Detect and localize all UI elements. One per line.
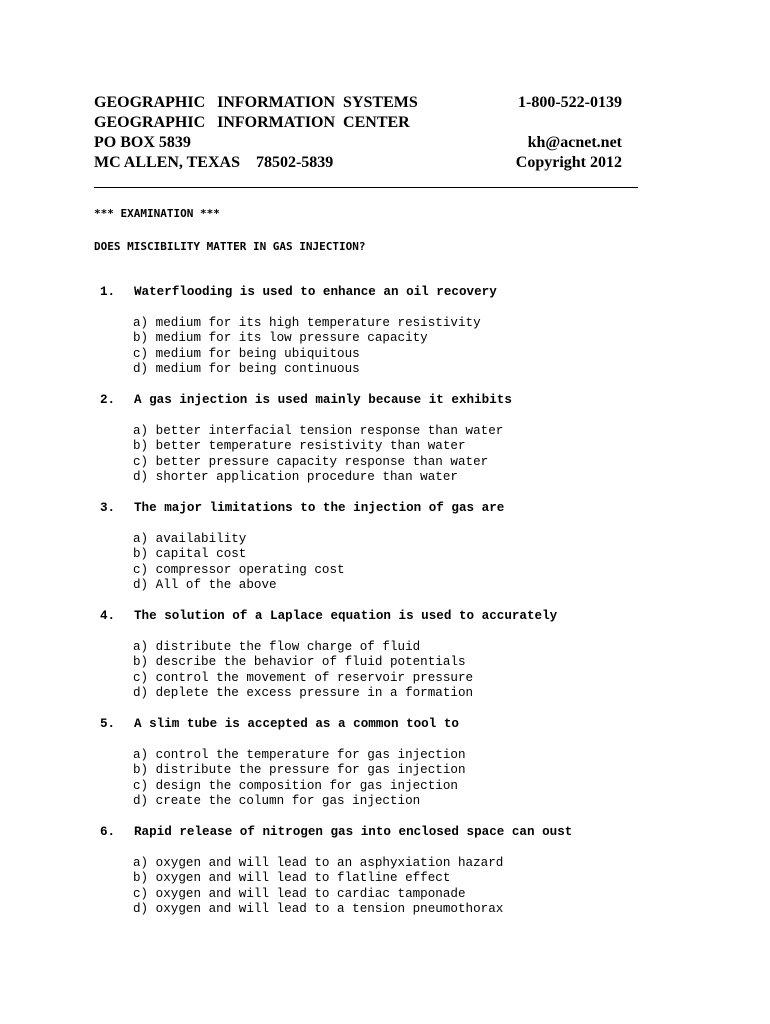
question-number: 3. [100,501,116,515]
question-4 [100,609,557,624]
question-6-option-d: d) oxygen and will lead to a tension pneumothorax [133,902,504,916]
question-5 [100,717,459,732]
question-1-option-b: b) medium for its low pressure capacity [133,331,428,345]
question-5-option-a: a) control the temperature for gas injection [133,748,466,762]
question-number: 5. [100,717,116,731]
question-1 [100,285,497,300]
question-3-option-d: d) All of the above [133,578,277,592]
question-number: 1. [100,285,116,299]
question-text: Waterflooding is used to enhance an oil recovery [134,285,497,299]
question-text: A gas injection is used mainly because it exhibits [134,393,512,407]
question-2-option-a: a) better interfacial tension response than water [133,424,504,438]
org-line-1: GEOGRAPHIC INFORMATION SYSTEMS [94,94,418,111]
question-1-option-d: d) medium for being continuous [133,362,360,376]
address-line-1: PO BOX 5839 [94,134,191,151]
question-4-option-c: c) control the movement of reservoir pressure [133,671,474,685]
question-6-option-c: c) oxygen and will lead to cardiac tamponade [133,887,466,901]
question-number: 6. [100,825,116,839]
header-divider [94,187,638,188]
question-6-option-b: b) oxygen and will lead to flatline effect [133,871,451,885]
question-5-option-b: b) distribute the pressure for gas injection [133,763,466,777]
question-text: The major limitations to the injection of gas are [134,501,505,515]
exam-title: DOES MISCIBILITY MATTER IN GAS INJECTION? [94,240,366,253]
address-line-2: MC ALLEN, TEXAS 78502-5839 [94,154,334,171]
question-6 [100,825,572,840]
copyright-notice: Copyright 2012 [515,154,622,171]
question-text: A slim tube is accepted as a common tool to [134,717,459,731]
question-2 [100,393,512,408]
phone-number: 1-800-522-0139 [518,94,622,111]
question-4-option-a: a) distribute the flow charge of fluid [133,640,421,654]
question-3-option-a: a) availability [133,532,247,546]
question-text: Rapid release of nitrogen gas into enclosed space can oust [134,825,573,839]
question-1-option-c: c) medium for being ubiquitous [133,347,360,361]
question-number: 2. [100,393,116,407]
question-text: The solution of a Laplace equation is used to accurately [134,609,558,623]
question-2-option-d: d) shorter application procedure than water [133,470,458,484]
question-2-option-c: c) better pressure capacity response than water [133,455,489,469]
email-address: kh@acnet.net [527,134,622,151]
question-1-option-a: a) medium for its high temperature resistivity [133,316,481,330]
question-3-option-b: b) capital cost [133,547,247,561]
question-number: 4. [100,609,116,623]
org-line-2: GEOGRAPHIC INFORMATION CENTER [94,114,410,131]
question-5-option-d: d) create the column for gas injection [133,794,421,808]
question-3 [100,501,504,516]
question-2-option-b: b) better temperature resistivity than water [133,439,466,453]
question-5-option-c: c) design the composition for gas injection [133,779,458,793]
exam-label: *** EXAMINATION *** [94,207,220,220]
question-3-option-c: c) compressor operating cost [133,563,345,577]
question-6-option-a: a) oxygen and will lead to an asphyxiation hazard [133,856,504,870]
question-4-option-d: d) deplete the excess pressure in a formation [133,686,474,700]
question-4-option-b: b) describe the behavior of fluid potentials [133,655,466,669]
